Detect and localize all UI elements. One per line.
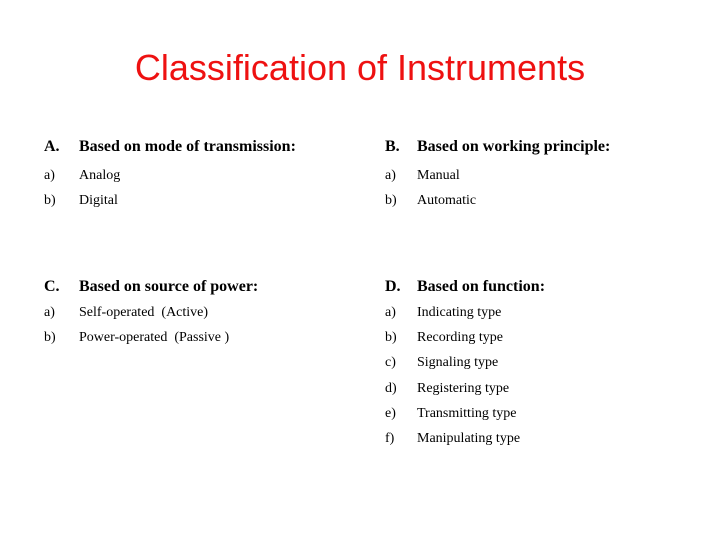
item-marker: c) [385, 355, 396, 371]
item-label: Signaling type [417, 355, 499, 371]
section-heading-text: Based on source of power: [79, 278, 259, 295]
list-item [44, 188, 344, 213]
list-item [385, 300, 685, 325]
item-label: Analog [79, 168, 121, 183]
list-item [385, 376, 685, 401]
section-heading-text: Based on working principle: [417, 138, 611, 155]
item-marker: a) [44, 168, 55, 183]
section-letter: B. [385, 138, 400, 155]
section-function [385, 276, 685, 451]
section-letter: C. [44, 278, 60, 295]
section-power-source [44, 276, 344, 350]
section-heading [44, 136, 344, 158]
item-list [44, 163, 344, 213]
section-letter: A. [44, 138, 60, 155]
item-label: Recording type [417, 330, 503, 346]
item-marker: a) [44, 305, 55, 320]
item-list [44, 300, 344, 350]
item-marker: b) [44, 193, 56, 209]
list-item [385, 188, 685, 213]
section-heading [385, 276, 685, 298]
list-item [385, 401, 685, 426]
section-heading-text: Based on function: [417, 278, 546, 295]
section-heading [44, 276, 344, 298]
item-label: Automatic [417, 193, 477, 209]
list-item [44, 300, 344, 325]
list-item [44, 163, 344, 188]
item-label: Transmitting type [417, 405, 517, 421]
item-list [385, 300, 685, 451]
item-marker: f) [385, 430, 395, 446]
section-letter: D. [385, 278, 401, 295]
section-heading [385, 136, 685, 158]
item-marker: a) [385, 305, 396, 320]
item-label: Power-operated (Passive ) [79, 330, 230, 346]
item-marker: a) [385, 168, 396, 183]
item-marker: b) [385, 193, 397, 209]
item-marker: d) [385, 380, 397, 396]
item-marker: b) [385, 330, 397, 346]
list-item [385, 426, 685, 451]
item-label: Self-operated (Active) [79, 305, 209, 320]
item-label: Manipulating type [417, 430, 521, 446]
list-item [385, 163, 685, 188]
section-working-principle [385, 136, 685, 213]
item-label: Indicating type [417, 305, 502, 320]
list-item [385, 350, 685, 375]
section-heading-text: Based on mode of transmission: [79, 138, 296, 155]
slide-title: Classification of Instruments [134, 47, 586, 88]
item-label: Digital [79, 193, 118, 209]
item-label: Registering type [417, 380, 510, 396]
item-label: Manual [417, 168, 460, 183]
list-item [385, 325, 685, 350]
section-transmission [44, 136, 344, 213]
list-item [44, 325, 344, 350]
item-list [385, 163, 685, 213]
item-marker: e) [385, 405, 396, 421]
item-marker: b) [44, 330, 56, 346]
